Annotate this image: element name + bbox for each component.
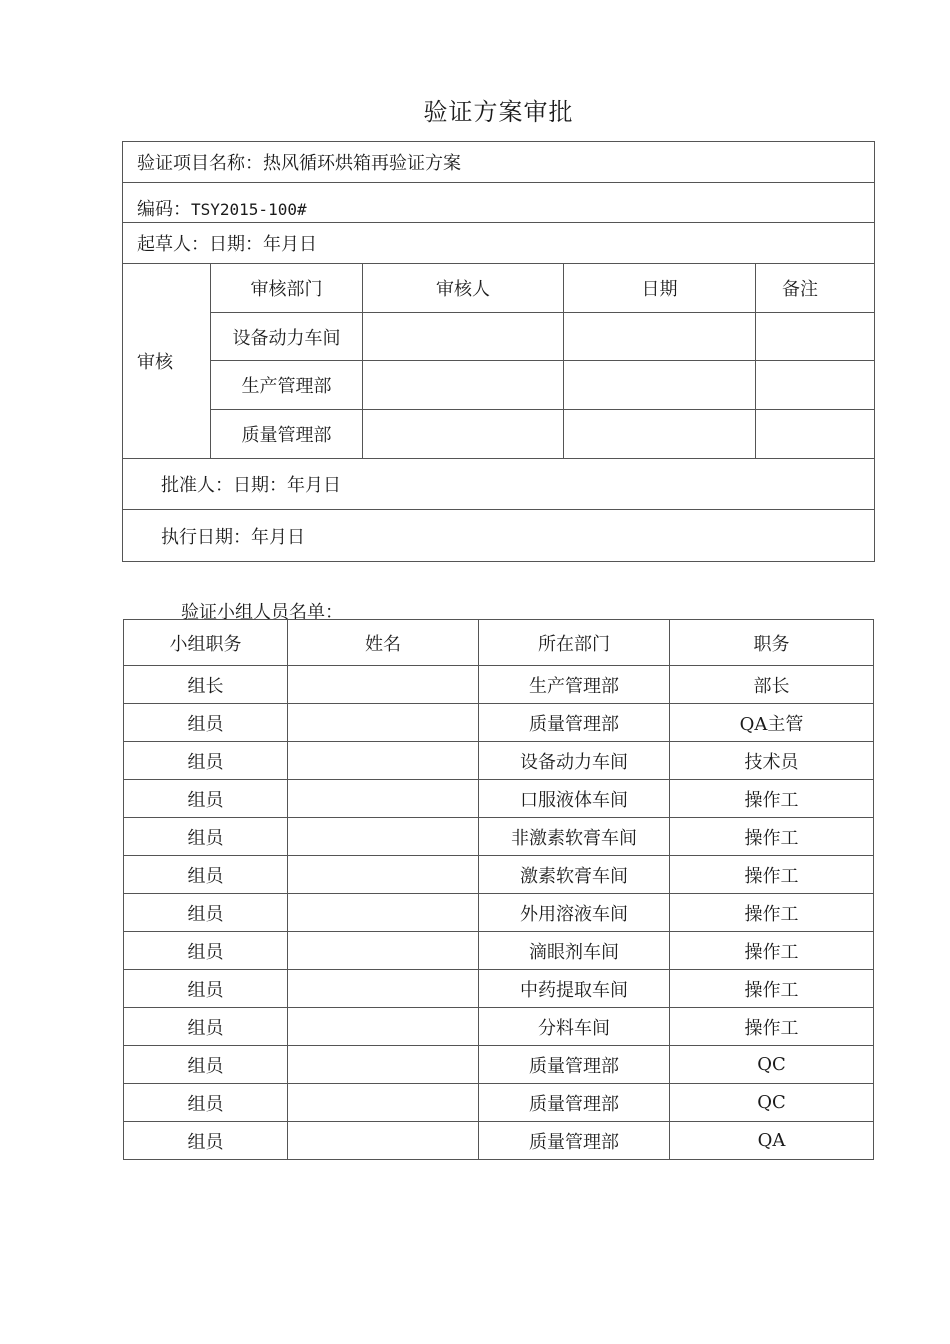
review-reviewer	[363, 313, 564, 361]
team-row	[124, 894, 874, 932]
team-role: 组员	[124, 1122, 288, 1160]
team-dept: 质量管理部	[479, 1046, 670, 1084]
team-row	[124, 970, 874, 1008]
team-position: 操作工	[670, 932, 874, 970]
review-date	[564, 410, 756, 459]
team-name	[288, 1008, 479, 1046]
team-caption: 验证小组人员名单：	[181, 602, 343, 623]
team-role: 组员	[124, 970, 288, 1008]
review-header-date: 日期	[564, 264, 756, 313]
team-dept: 中药提取车间	[479, 970, 670, 1008]
team-row	[124, 704, 874, 742]
review-header-dept: 审核部门	[211, 264, 363, 313]
team-name	[288, 780, 479, 818]
team-dept: 生产管理部	[479, 666, 670, 704]
review-date	[564, 313, 756, 361]
team-position: QC	[670, 1046, 874, 1084]
team-dept: 非激素软膏车间	[479, 818, 670, 856]
drafter-cell: 起草人：日期：年月日	[123, 223, 875, 264]
team-dept: 外用溶液车间	[479, 894, 670, 932]
review-note	[756, 410, 875, 459]
team-role: 组员	[124, 818, 288, 856]
team-position: QA主管	[670, 704, 874, 742]
team-role: 组员	[124, 1046, 288, 1084]
team-table	[123, 619, 874, 1160]
team-header-role: 小组职务	[124, 620, 288, 666]
review-note	[756, 361, 875, 410]
team-row	[124, 818, 874, 856]
team-row	[124, 932, 874, 970]
team-position: QC	[670, 1084, 874, 1122]
team-position: 部长	[670, 666, 874, 704]
review-section-label: 审核	[123, 264, 211, 459]
team-role: 组员	[124, 856, 288, 894]
team-position: 技术员	[670, 742, 874, 780]
team-name	[288, 818, 479, 856]
team-name	[288, 742, 479, 780]
review-dept: 设备动力车间	[211, 313, 363, 361]
team-dept: 口服液体车间	[479, 780, 670, 818]
project-name-cell: 验证项目名称：热风循环烘箱再验证方案	[123, 142, 875, 183]
review-note	[756, 313, 875, 361]
team-name	[288, 1122, 479, 1160]
team-dept: 设备动力车间	[479, 742, 670, 780]
code-label: 编码：	[137, 199, 191, 220]
team-name	[288, 704, 479, 742]
team-row	[124, 1046, 874, 1084]
team-role: 组员	[124, 894, 288, 932]
team-header-name: 姓名	[288, 620, 479, 666]
team-position: 操作工	[670, 1008, 874, 1046]
team-dept: 激素软膏车间	[479, 856, 670, 894]
team-dept: 质量管理部	[479, 1122, 670, 1160]
team-position: 操作工	[670, 970, 874, 1008]
approver-cell: 批准人：日期：年月日	[123, 459, 875, 510]
team-row	[124, 1122, 874, 1160]
team-header-row	[124, 620, 874, 666]
team-name	[288, 932, 479, 970]
review-header-note: 备注	[756, 264, 875, 313]
code-cell	[123, 183, 875, 223]
team-row	[124, 742, 874, 780]
approval-table	[122, 141, 875, 562]
team-role: 组长	[124, 666, 288, 704]
team-row	[124, 780, 874, 818]
execution-date-cell: 执行日期：年月日	[123, 510, 875, 562]
team-dept: 滴眼剂车间	[479, 932, 670, 970]
team-name	[288, 970, 479, 1008]
review-row	[123, 410, 875, 459]
team-header-dept: 所在部门	[479, 620, 670, 666]
team-role: 组员	[124, 1008, 288, 1046]
team-dept: 质量管理部	[479, 704, 670, 742]
review-header-reviewer: 审核人	[363, 264, 564, 313]
team-row	[124, 856, 874, 894]
team-role: 组员	[124, 780, 288, 818]
review-row	[123, 361, 875, 410]
team-position: QA	[670, 1122, 874, 1160]
team-role: 组员	[124, 1084, 288, 1122]
team-name	[288, 1046, 479, 1084]
review-reviewer	[363, 361, 564, 410]
review-row	[123, 313, 875, 361]
team-name	[288, 894, 479, 932]
team-dept: 分料车间	[479, 1008, 670, 1046]
review-reviewer	[363, 410, 564, 459]
team-role: 组员	[124, 742, 288, 780]
team-name	[288, 1084, 479, 1122]
team-row	[124, 1008, 874, 1046]
review-date	[564, 361, 756, 410]
page-title: 验证方案审批	[423, 98, 574, 126]
team-position: 操作工	[670, 780, 874, 818]
code-value: TSY2015-100#	[191, 200, 307, 219]
team-position: 操作工	[670, 894, 874, 932]
team-role: 组员	[124, 704, 288, 742]
team-header-position: 职务	[670, 620, 874, 666]
team-row	[124, 1084, 874, 1122]
review-dept: 质量管理部	[211, 410, 363, 459]
team-role: 组员	[124, 932, 288, 970]
review-dept: 生产管理部	[211, 361, 363, 410]
team-name	[288, 666, 479, 704]
team-name	[288, 856, 479, 894]
team-position: 操作工	[670, 818, 874, 856]
team-row	[124, 666, 874, 704]
team-dept: 质量管理部	[479, 1084, 670, 1122]
team-position: 操作工	[670, 856, 874, 894]
